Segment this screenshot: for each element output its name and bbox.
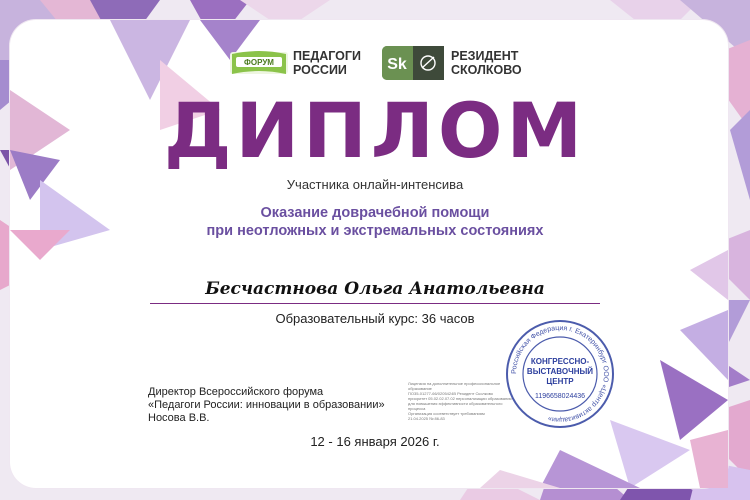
diploma-title: ДИПЛОМ (163, 86, 587, 175)
director-line2: «Педагоги России: инновации в образовании» (148, 399, 385, 411)
skolkovo-logo-icon (382, 46, 444, 80)
director-line1: Директор Всероссийского форума (148, 386, 324, 398)
director-name: Носова В.В. (148, 412, 210, 424)
seal-ring-text: Российская Федерация г. Екатеринбург ООО «Центр активизации» (510, 324, 610, 424)
forum-badge: ФОРУМ (244, 58, 274, 67)
course-title-line1: Оказание доврачебной помощи (260, 205, 490, 221)
subtitle: Участника онлайн-интенсива (286, 177, 464, 192)
director-block (148, 386, 385, 425)
event-dates: 12 - 16 января 2026 г. (310, 434, 440, 449)
license-line: Лицензия на дополнительное профессиональное образование (408, 381, 501, 391)
forum-logo-icon (228, 46, 290, 80)
seal-number: 1196658024436 (534, 393, 586, 400)
forum-logo-line1: ПЕДАГОГИ (293, 49, 361, 63)
skolkovo-logo-line1: РЕЗИДЕНТ (451, 49, 519, 63)
official-seal-icon (504, 318, 616, 430)
seal-center-2: ВЫСТАВОЧНЫЙ (526, 367, 594, 376)
license-line: приоритет 05.02.02.07.02 персонализации образования (408, 396, 512, 401)
recipient-name: Бесчастнова Ольга Анатольевна (205, 279, 545, 299)
license-text (408, 381, 518, 421)
forum-logo-line2: РОССИИ (293, 63, 347, 77)
seal-center-1: КОНГРЕССНО- (530, 357, 590, 366)
skolkovo-logo-line2: СКОЛКОВО (451, 63, 522, 77)
seal-center-3: ЦЕНТР (546, 377, 574, 386)
course-hours: Образовательный курс: 36 часов (275, 311, 475, 326)
license-line: для повышения эффективности образовательного процесса (408, 401, 503, 411)
forum-logo-text (293, 49, 361, 77)
license-line: 21.04.2025 № 86-83 (408, 416, 445, 421)
course-title-line2: при неотложных и экстремальных состояниях (206, 223, 544, 239)
skolkovo-badge: Sk (387, 56, 407, 73)
license-line: Организация соответствует требованиям (408, 411, 485, 416)
skolkovo-logo-text (451, 49, 522, 77)
license-line: ПО35-01277-66/0205424В Резидент Сколково (408, 391, 494, 396)
name-underline (150, 303, 600, 304)
